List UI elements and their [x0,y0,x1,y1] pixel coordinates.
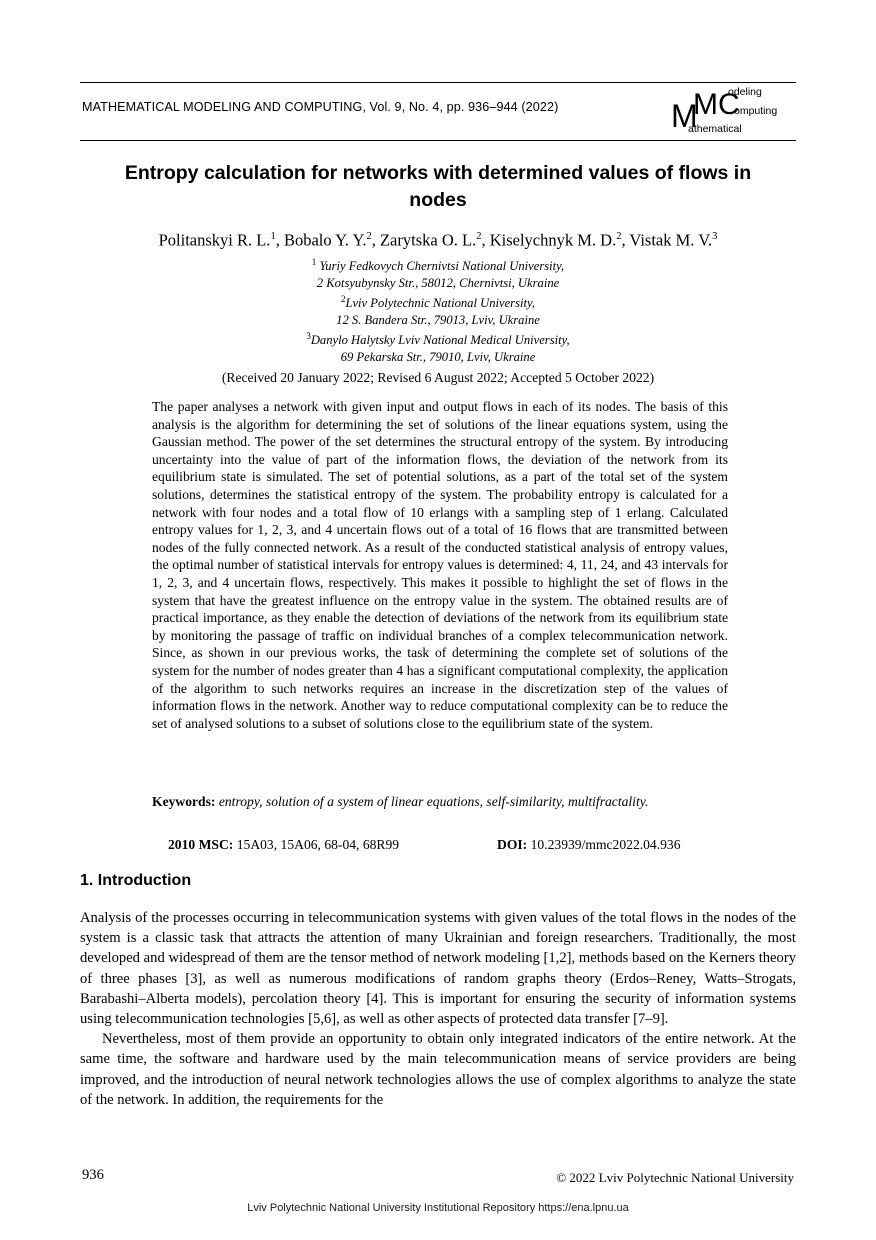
doi-group[interactable] [497,836,681,854]
author-list: Politanskyi R. L.$^1$, Bobalo Y. Y.$^2$, Zarytska O. L.$^2$, Kiselychnyk M. D.$^2$, Vistak M. V.$^3$ [158,230,718,250]
abstract-text: The paper analyses a network with given input and output flows in each of its nodes. The basis of this analysis is the algorithm for determining the set of solutions of the linear equations system, using the Gaussian method. The power of the set determines the structural entropy of the system. By introducing uncertainty into the value of part of the information flows, the deviation of the network from its equilibrium state is simulated. The set of potential solutions, as a part of the total set of the system solutions, determines the statistical entropy of the system. The probability entropy is calculated for a network with four nodes and a total flow of 10 erlangs with a sampling step of 1 erlang. Calculated entropy values for 1, 2, 3, and 4 uncertain flows out of a total of 16 flows that are transmitted between nodes of the fully connected network. As a result of the conducted statistical analysis of entropy values, the optimal number of statistical intervals for entropy values is determined: 4, 11, 24, and 43 intervals for 1, 2, 3, and 4 uncertain flows, respectively. This makes it possible to highlight the set of flows in the system that have the greatest influence on the entropy value in the system. The obtained results are of practical importance, as they enable the detection of deviations of the network from its equilibrium state by monitoring the passage of traffic on individual branches of a complex telecommunication network. Since, as shown in our previous works, the task of determining the complete set of solutions of the system for the number of nodes greater than 4 has a significant computational complexity, the application of the algorithm to such networks requires an increase in the discretization step of the values of information flows in the network. Another way to reduce computational complexity can be to reduce the set of analysed solutions to a subset of solutions close to the equilibrium state of the system. [152,399,728,731]
affiliations: $^1$ Yuriy Fedkovych Chernivtsi National University, 2 Kotsyubynsky Str., 58012, Chernivtsi, Ukraine $^2$Lviv Polytechnic National University, 12 S. Bandera Str., 79013, Lviv, Ukraine $^3$Danylo Halytsky Lviv National Medical University, 69 Pekarska Str., 79010, Lviv, Ukraine [306,257,570,364]
repository-notice: Lviv Polytechnic National University Institutional Repository https://ena.lpnu.ua [247,1202,629,1214]
logo-word-omputing: omputing [734,105,778,117]
received-dates: (Received 20 January 2022; Revised 6 August 2022; Accepted 5 October 2022) [221,370,655,385]
logo-word-athematical: athematical [688,123,742,135]
introduction-paragraph-1: Analysis of the processes occurring in telecommunication systems with given values of the total flows in the nodes of the system is a classic task that attracts the attention of many Ukrainian and foreign researchers. Traditionally, the most developed and widespread of them are the tensor method of network modeling [1,2], methods based on the Kerners theory of three phases [3], as well as numerous modifications of random graphs theory (Erdos–Reney, Watts–Strogats, Barabashi–Alberta models), percolation theory [4]. This is important for ensuring the security of information systems using telecommunication technologies [5,6], as well as other aspects of protected data transfer [7–9]. [80,910,796,1028]
msc-group [168,836,399,854]
header-rule-bottom [80,140,796,141]
doi-label: DOI: [497,837,528,852]
copyright-notice: © 2022 Lviv Polytechnic National University [556,1170,794,1185]
logo-letter-m: M [671,98,698,134]
section-heading-introduction: 1. Introduction [80,872,192,889]
logo-letters-mc: MC [693,88,740,121]
page-title: Entropy calculation for networks with determined values of flows in nodes [124,162,752,211]
journal-reference-line: MATHEMATICAL MODELING AND COMPUTING, Vol. 9, No. 4, pp. 936–944 (2022) [82,100,559,114]
keywords-value: entropy, solution of a system of linear equations, self-similarity, multifractality. [215,794,649,809]
logo-word-odeling: odeling [728,86,762,98]
keywords-label: Keywords: [152,794,216,809]
msc-value: 15A03, 15A06, 68-04, 68R99 [233,837,400,852]
doi-value: 10.23939/mmc2022.04.936 [527,837,681,852]
journal-logo [671,84,796,138]
keywords-line [152,793,728,811]
page-number: 936 [82,1167,104,1183]
header-rule-top [80,82,796,83]
msc-label: 2010 MSC: [168,837,234,852]
introduction-body [80,908,796,1110]
introduction-paragraph-2: Nevertheless, most of them provide an opportunity to obtain only integrated indicators of the entire network. At the same time, the software and hardware used by the main telecommunication means of service providers are being improved, and the introduction of neural network technologies allows the use of complex algorithms to analyze the state of the network. In addition, the requirements for the [80,1031,796,1108]
